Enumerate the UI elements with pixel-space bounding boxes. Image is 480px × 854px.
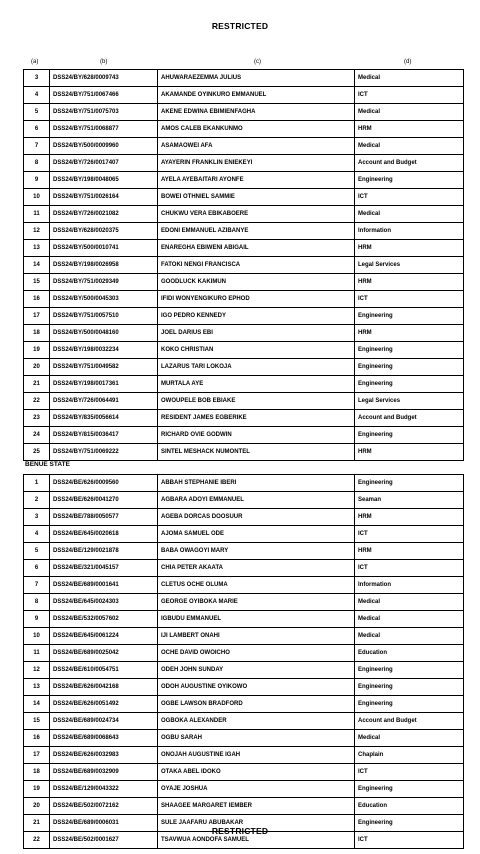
application-number-cell: DSS24/BE/129/0021878 [50,543,158,560]
serial-number-cell: 14 [24,257,50,274]
serial-number-cell: 16 [24,291,50,308]
candidate-name-cell: BABA OWAGOYI MARY [158,543,355,560]
serial-number-cell: 18 [24,325,50,342]
application-number-cell: DSS24/BE/689/0006031 [50,815,158,832]
table-row [24,257,464,274]
table-row [24,240,464,257]
serial-number-cell: 13 [24,240,50,257]
application-number-cell: DSS24/BY/751/0067466 [50,87,158,104]
department-cell: Seaman [355,492,464,509]
serial-number-cell: 11 [24,206,50,223]
candidate-name-cell: AHUWARAEZEMMA JULIUS [158,70,355,87]
candidate-name-cell: ENAREGHA EBIWENI ABIGAIL [158,240,355,257]
table-row [24,730,464,747]
application-number-cell: DSS24/BY/751/0026164 [50,189,158,206]
application-number-cell: DSS24/BY/198/0048065 [50,172,158,189]
candidate-name-cell: MURTALA AYE [158,376,355,393]
application-number-cell: DSS24/BE/645/0024303 [50,594,158,611]
department-cell: Engineering [355,781,464,798]
candidate-name-cell: OWOUPELE BOB EBIAKE [158,393,355,410]
candidate-name-cell: IJI LAMBERT ONAHI [158,628,355,645]
serial-number-cell: 5 [24,104,50,121]
serial-number-cell: 15 [24,274,50,291]
application-number-cell: DSS24/BE/610/0054751 [50,662,158,679]
table-row [24,509,464,526]
candidate-name-cell: CHIA PETER AKAATA [158,560,355,577]
department-cell: Engineering [355,172,464,189]
candidate-name-cell: AYELA AYEBAITARI AYONFE [158,172,355,189]
table-row [24,223,464,240]
candidate-name-cell: AKENE EDWINA EBIMIENFAGHA [158,104,355,121]
department-cell: Engineering [355,376,464,393]
serial-number-cell: 12 [24,662,50,679]
candidate-name-cell: ABBAH STEPHANIE IBERI [158,475,355,492]
application-number-cell: DSS24/BE/626/0051492 [50,696,158,713]
serial-number-cell: 10 [24,628,50,645]
department-cell: Medical [355,628,464,645]
department-cell: Medical [355,611,464,628]
application-number-cell: DSS24/BY/726/0017407 [50,155,158,172]
table-row [24,410,464,427]
application-number-cell: DSS24/BE/532/0057602 [50,611,158,628]
serial-number-cell: 19 [24,781,50,798]
candidate-name-cell: GEORGE OYIBOKA MARIE [158,594,355,611]
department-cell: Medical [355,138,464,155]
department-cell: Engineering [355,359,464,376]
table-row [24,376,464,393]
table-row [24,475,464,492]
candidate-name-cell: SULE JAAFARU ABUBAKAR [158,815,355,832]
department-cell: Medical [355,104,464,121]
department-cell: Medical [355,594,464,611]
department-cell: Engineering [355,696,464,713]
candidate-name-cell: RICHARD OVIE GODWIN [158,427,355,444]
table-row [24,662,464,679]
serial-number-cell: 23 [24,410,50,427]
column-header-b: (b) [100,59,108,65]
serial-number-cell: 11 [24,645,50,662]
department-cell: Legal Services [355,393,464,410]
department-cell: Engineering [355,342,464,359]
table-row [24,427,464,444]
serial-number-cell: 20 [24,798,50,815]
application-number-cell: DSS24/BY/815/0036417 [50,427,158,444]
table-row [24,70,464,87]
table-row [24,560,464,577]
candidate-name-cell: OGBE LAWSON BRADFORD [158,696,355,713]
department-cell: Account and Budget [355,155,464,172]
serial-number-cell: 22 [24,832,50,849]
candidate-name-cell: FATOKI NENGI FRANCISCA [158,257,355,274]
candidate-name-cell: OCHE DAVID OWOICHO [158,645,355,662]
application-number-cell: DSS24/BE/626/0041270 [50,492,158,509]
application-number-cell: DSS24/BY/500/0009960 [50,138,158,155]
candidate-name-cell: JOEL DARIUS EBI [158,325,355,342]
table-row [24,189,464,206]
department-cell: Account and Budget [355,713,464,730]
department-cell: Medical [355,730,464,747]
candidate-name-cell: SINTEL MESHACK NUMONTEL [158,444,355,461]
department-cell: HRM [355,325,464,342]
candidate-name-cell: ODEH JOHN SUNDAY [158,662,355,679]
serial-number-cell: 6 [24,121,50,138]
application-number-cell: DSS24/BY/751/0069222 [50,444,158,461]
serial-number-cell: 19 [24,342,50,359]
department-cell: Education [355,645,464,662]
serial-number-cell: 22 [24,393,50,410]
application-number-cell: DSS24/BY/751/0049582 [50,359,158,376]
department-cell: HRM [355,274,464,291]
application-number-cell: DSS24/BY/628/0009743 [50,70,158,87]
table-row [24,798,464,815]
department-cell: Medical [355,70,464,87]
department-cell: ICT [355,560,464,577]
serial-number-cell: 24 [24,427,50,444]
department-cell: ICT [355,291,464,308]
application-number-cell: DSS24/BE/645/0020618 [50,526,158,543]
application-number-cell: DSS24/BE/689/0032909 [50,764,158,781]
serial-number-cell: 4 [24,87,50,104]
application-number-cell: DSS24/BY/751/0068877 [50,121,158,138]
candidate-name-cell: GOODLUCK KAKIMUN [158,274,355,291]
table-row [24,747,464,764]
table-row [24,393,464,410]
serial-number-cell: 16 [24,730,50,747]
serial-number-cell: 6 [24,560,50,577]
table-row [24,679,464,696]
department-cell: HRM [355,444,464,461]
candidate-name-cell: ODOH AUGUSTINE OYIKOWO [158,679,355,696]
serial-number-cell: 3 [24,509,50,526]
application-number-cell: DSS24/BY/198/0032234 [50,342,158,359]
serial-number-cell: 18 [24,764,50,781]
application-number-cell: DSS24/BY/835/0056614 [50,410,158,427]
table-row [24,713,464,730]
department-cell: Engineering [355,662,464,679]
application-number-cell: DSS24/BE/321/0045157 [50,560,158,577]
department-cell: Engineering [355,679,464,696]
table-row [24,206,464,223]
application-number-cell: DSS24/BY/628/0020375 [50,223,158,240]
department-cell: HRM [355,543,464,560]
serial-number-cell: 10 [24,189,50,206]
candidate-name-cell: OGBU SARAH [158,730,355,747]
table-row [24,645,464,662]
department-cell: ICT [355,764,464,781]
application-number-cell: DSS24/BY/726/0021082 [50,206,158,223]
department-cell: HRM [355,240,464,257]
candidate-name-cell: IFIDI WONYENGIKURO EPHOD [158,291,355,308]
table-row [24,291,464,308]
table-row [24,628,464,645]
table-row [24,444,464,461]
department-cell: ICT [355,87,464,104]
candidate-name-cell: AYAYERIN FRANKLIN ENIEKEYI [158,155,355,172]
department-cell: Information [355,223,464,240]
column-header-d: (d) [404,59,412,65]
candidate-name-cell: AKAMANDE OYINKURO EMMANUEL [158,87,355,104]
serial-number-cell: 7 [24,138,50,155]
table-row [24,155,464,172]
table-row [24,342,464,359]
serial-number-cell: 4 [24,526,50,543]
serial-number-cell: 1 [24,475,50,492]
table-row [24,577,464,594]
serial-number-cell: 15 [24,713,50,730]
serial-number-cell: 21 [24,376,50,393]
candidate-name-cell: TSAVWUA AONDOFA SAMUEL [158,832,355,849]
candidate-name-cell: KOKO CHRISTIAN [158,342,355,359]
application-number-cell: DSS24/BE/689/0068643 [50,730,158,747]
application-number-cell: DSS24/BE/626/0042168 [50,679,158,696]
serial-number-cell: 12 [24,223,50,240]
serial-number-cell: 21 [24,815,50,832]
serial-number-cell: 2 [24,492,50,509]
department-cell: Engineering [355,815,464,832]
application-number-cell: DSS24/BY/198/0017361 [50,376,158,393]
department-cell: HRM [355,121,464,138]
table-row [24,696,464,713]
candidate-name-cell: ONOJAH AUGUSTINE IGAH [158,747,355,764]
department-cell: Information [355,577,464,594]
candidate-name-cell: AJOMA SAMUEL ODE [158,526,355,543]
department-cell: ICT [355,526,464,543]
department-cell: Legal Services [355,257,464,274]
application-number-cell: DSS24/BE/626/0032983 [50,747,158,764]
table-row [24,781,464,798]
candidate-name-cell: LAZARUS TARI LOKOJA [158,359,355,376]
candidate-name-cell: BOWEI OTHNIEL SAMMIE [158,189,355,206]
application-number-cell: DSS24/BE/689/0025042 [50,645,158,662]
department-cell: Medical [355,206,464,223]
candidate-name-cell: OGBOKA ALEXANDER [158,713,355,730]
department-cell: Engineering [355,475,464,492]
serial-number-cell: 25 [24,444,50,461]
candidate-name-cell: RESIDENT JAMES EGBERIKE [158,410,355,427]
table-row [24,492,464,509]
application-number-cell: DSS24/BE/645/0061224 [50,628,158,645]
table-row [24,611,464,628]
bayelsa-candidates-table [23,69,464,461]
department-cell: Chaplain [355,747,464,764]
candidate-name-cell: AGEBA DORCAS DOOSUUR [158,509,355,526]
department-cell: Account and Budget [355,410,464,427]
table-row [24,543,464,560]
serial-number-cell: 7 [24,577,50,594]
candidate-name-cell: SHAAGEE MARGARET IEMBER [158,798,355,815]
application-number-cell: DSS24/BY/500/0045303 [50,291,158,308]
department-cell: Education [355,798,464,815]
application-number-cell: DSS24/BY/751/0029349 [50,274,158,291]
application-number-cell: DSS24/BY/726/0064491 [50,393,158,410]
department-cell: ICT [355,832,464,849]
candidate-name-cell: EDONI EMMANUEL AZIBANYE [158,223,355,240]
application-number-cell: DSS24/BY/751/0057510 [50,308,158,325]
table-row [24,308,464,325]
table-row [24,325,464,342]
benue-candidates-table [23,474,464,849]
application-number-cell: DSS24/BE/788/0050577 [50,509,158,526]
table-row [24,87,464,104]
table-row [24,764,464,781]
table-row [24,121,464,138]
application-number-cell: DSS24/BE/689/0001641 [50,577,158,594]
application-number-cell: DSS24/BE/502/0072162 [50,798,158,815]
table-row [24,172,464,189]
serial-number-cell: 9 [24,611,50,628]
department-cell: Engineering [355,427,464,444]
application-number-cell: DSS24/BY/500/0048160 [50,325,158,342]
candidate-name-cell: IGO PEDRO KENNEDY [158,308,355,325]
department-cell: HRM [355,509,464,526]
serial-number-cell: 20 [24,359,50,376]
candidate-name-cell: CHUKWU VERA EBIKABOERE [158,206,355,223]
table-row [24,594,464,611]
application-number-cell: DSS24/BY/500/0010741 [50,240,158,257]
candidate-name-cell: AGBARA ADOYI EMMANUEL [158,492,355,509]
candidate-name-cell: ASAMAOWEI AFA [158,138,355,155]
candidate-name-cell: OYAJE JOSHUA [158,781,355,798]
department-cell: ICT [355,189,464,206]
serial-number-cell: 5 [24,543,50,560]
table-row [24,359,464,376]
column-header-a: (a) [31,59,39,65]
page-footer: RESTRICTED [211,826,269,836]
department-cell: Engineering [355,308,464,325]
application-number-cell: DSS24/BY/198/0026958 [50,257,158,274]
candidate-name-cell: OTAKA ABEL IDOKO [158,764,355,781]
candidate-name-cell: IGBUDU EMMANUEL [158,611,355,628]
serial-number-cell: 17 [24,308,50,325]
application-number-cell: DSS24/BE/689/0024734 [50,713,158,730]
candidate-name-cell: CLETUS OCHE OLUMA [158,577,355,594]
application-number-cell: DSS24/BE/626/0009560 [50,475,158,492]
serial-number-cell: 3 [24,70,50,87]
state-heading: BENUE STATE [25,461,70,468]
column-header-c: (c) [254,59,261,65]
candidate-name-cell: AMOS CALEB EKANKUNMO [158,121,355,138]
page-header: RESTRICTED [211,21,269,31]
table-row [24,526,464,543]
serial-number-cell: 17 [24,747,50,764]
serial-number-cell: 8 [24,155,50,172]
serial-number-cell: 9 [24,172,50,189]
serial-number-cell: 14 [24,696,50,713]
application-number-cell: DSS24/BE/129/0043322 [50,781,158,798]
table-row [24,138,464,155]
application-number-cell: DSS24/BY/751/0075703 [50,104,158,121]
application-number-cell: DSS24/BE/502/0001627 [50,832,158,849]
serial-number-cell: 8 [24,594,50,611]
table-row [24,104,464,121]
table-row [24,274,464,291]
serial-number-cell: 13 [24,679,50,696]
